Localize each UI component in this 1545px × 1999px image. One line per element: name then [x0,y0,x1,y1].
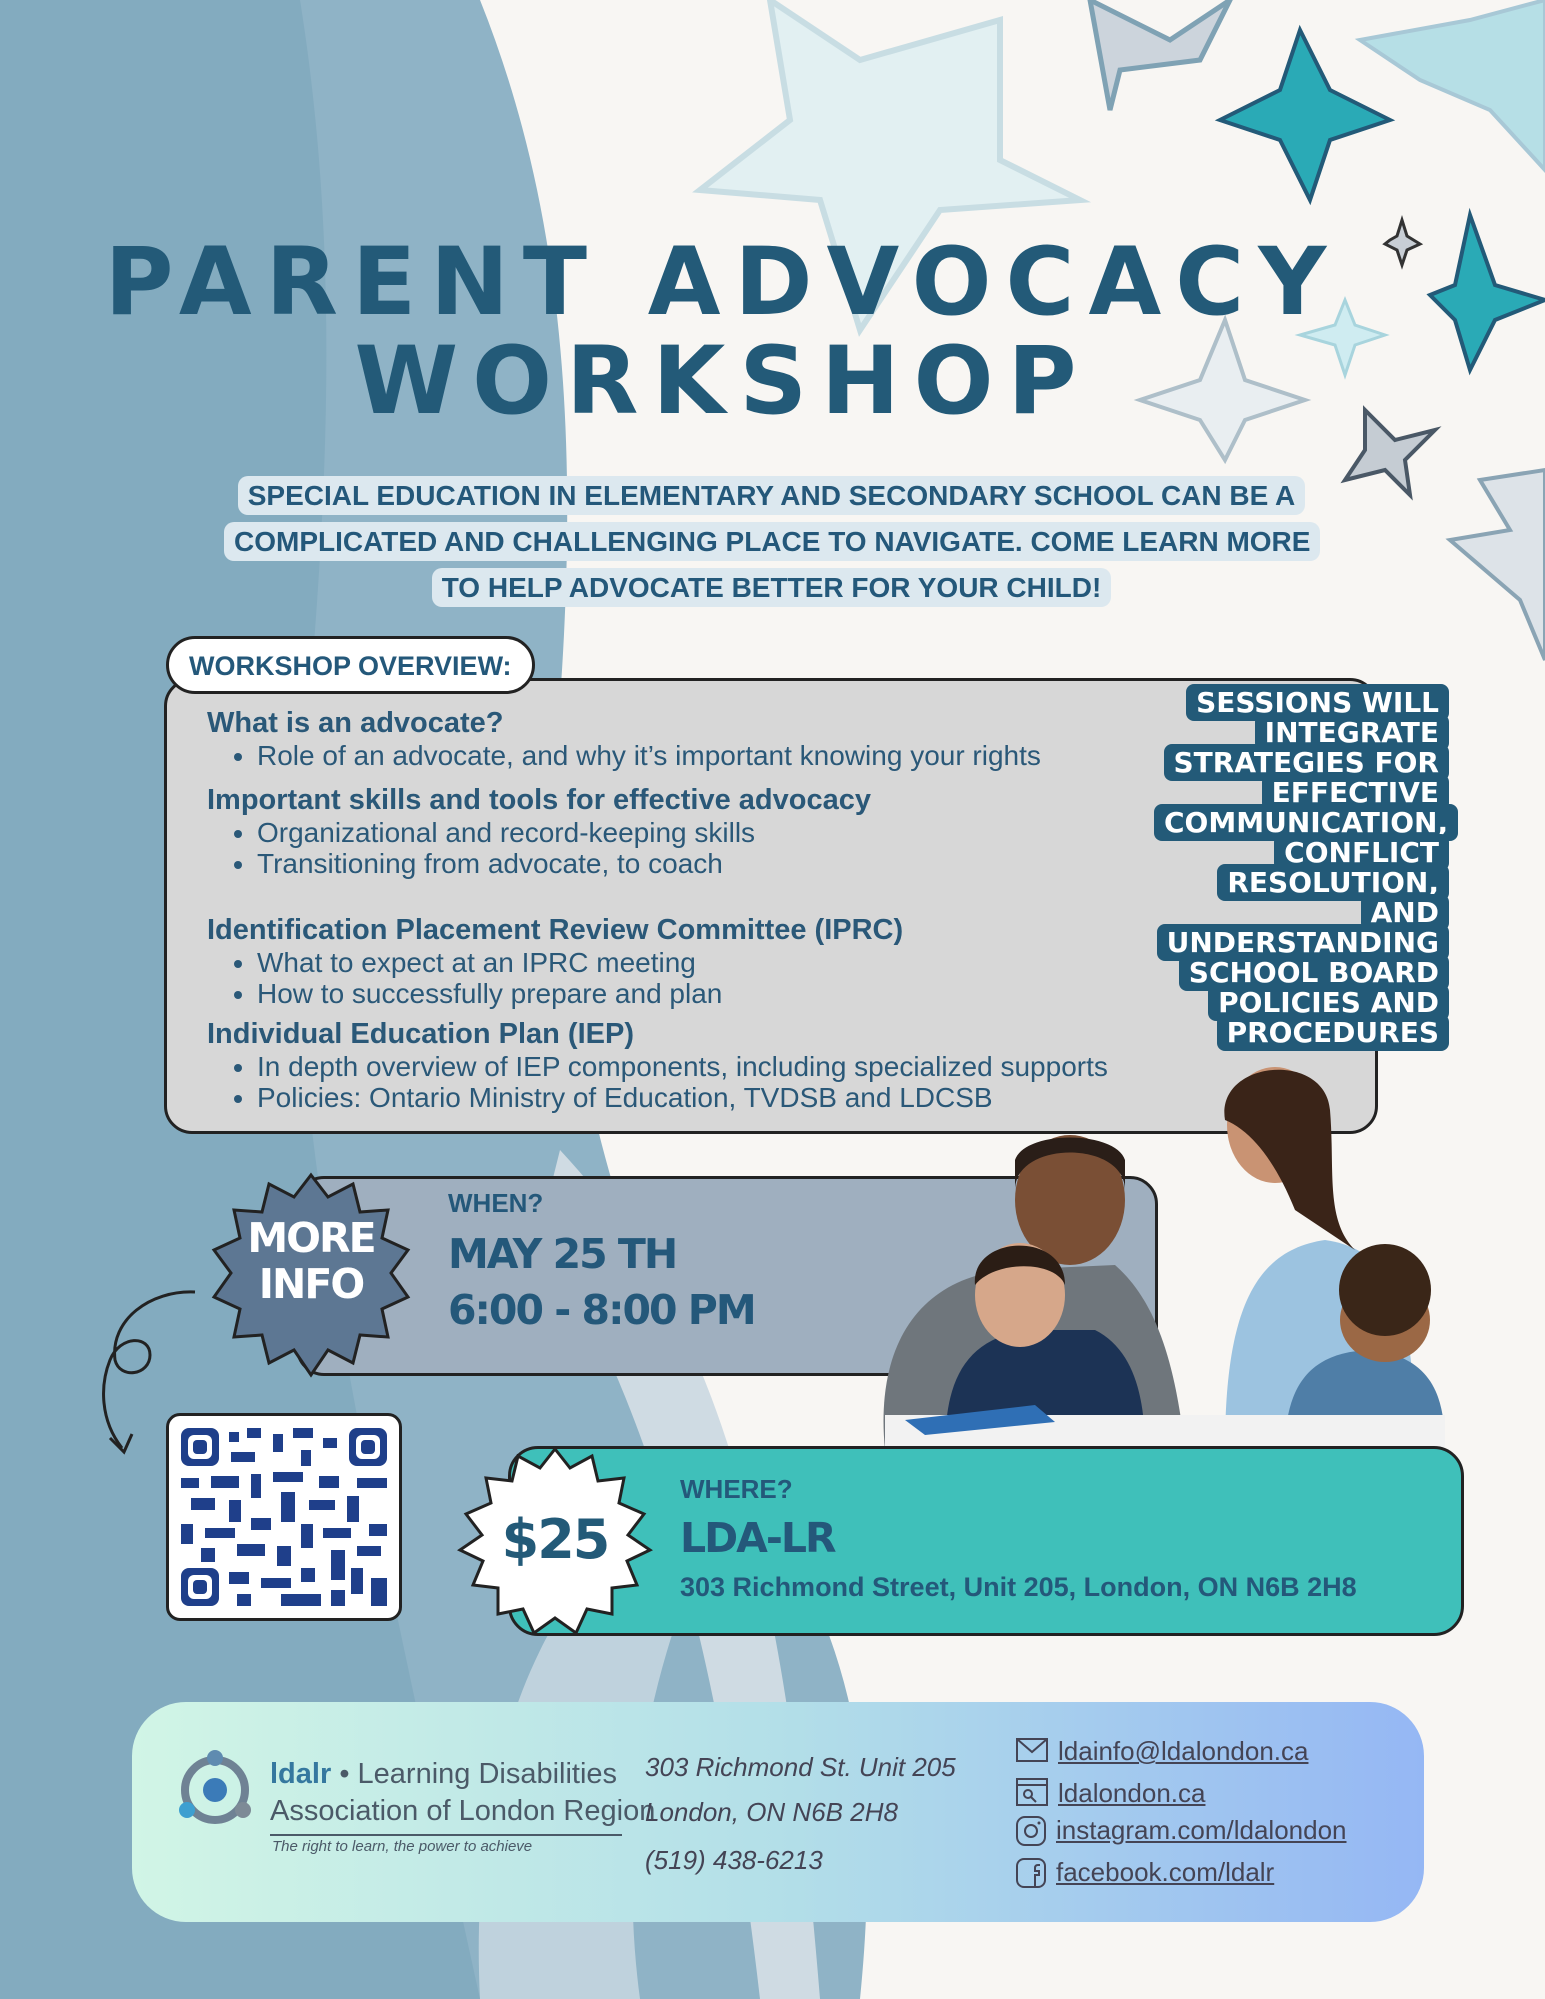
footer-address-line-2: London, ON N6B 2H8 [645,1797,898,1827]
price-value: $25 [501,1508,609,1571]
overview-item: • Policies: Ontario Ministry of Education, TVDSB and LDCSB [257,1082,1267,1113]
qr-code-pattern [181,1428,387,1606]
email-icon [1016,1738,1048,1762]
overview-item: • Role of an advocate, and why it’s important knowing your rights [257,740,1207,771]
logo-name-line-1: Learning Disabilities [357,1758,618,1790]
sessions-note [1154,688,1449,1048]
facebook-link[interactable]: facebook.com/ldalr [1056,1857,1275,1887]
title-line-2: WORKSHOP [354,327,1091,436]
logo-divider [270,1834,622,1836]
intro-text-block [224,473,1319,611]
overview-heading: Identification Placement Review Committee (IPRC) [207,914,904,946]
logo-name-line-2: Association of London Region [270,1795,656,1827]
overview-heading: Individual Education Plan (IEP) [207,1018,634,1050]
overview-list [207,740,1207,771]
website-icon [1016,1778,1048,1806]
more-info-label [208,1215,414,1307]
facebook-icon [1016,1858,1046,1888]
when-label: WHEN? [448,1188,544,1218]
overview-label: WORKSHOP OVERVIEW: [166,636,535,694]
instagram-icon [1016,1816,1046,1846]
when-time: 6:00 - 8:00 PM [448,1286,755,1334]
footer-address-line-1: 303 Richmond St. Unit 205 [645,1752,956,1782]
website-link[interactable]: ldalondon.ca [1058,1778,1206,1808]
more-info-line-2: INFO [258,1260,364,1308]
where-name: LDA-LR [680,1514,835,1562]
logo-short-name: ldalr [270,1758,332,1790]
overview-heading: What is an advocate? [207,707,504,739]
when-date: MAY 25 TH [448,1230,677,1278]
ldalr-logo-icon [175,1748,255,1830]
overview-item: • Transitioning from advocate, to coach [257,848,1207,879]
footer-phone: (519) 438-6213 [645,1845,823,1875]
overview-item: • Organizational and record-keeping skills [257,817,1207,848]
title-line-1: PARENT ADVOCACY [104,228,1341,337]
family-photo [855,1050,1445,1450]
overview-list [207,947,1207,1009]
email-link[interactable]: ldainfo@ldalondon.ca [1058,1736,1309,1766]
overview-item: • How to successfully prepare and plan [257,978,1207,1009]
qr-code[interactable] [166,1413,402,1621]
overview-item: • In depth overview of IEP components, including specialized supports [257,1051,1267,1082]
logo-tagline: The right to learn, the power to achieve [272,1838,533,1855]
overview-list [207,817,1207,879]
intro-text: SPECIAL EDUCATION IN ELEMENTARY AND SECONDARY SCHOOL CAN BE A COMPLICATED AND CHALLENGING PLACE TO NAVIGATE. COME LEARN MORE TO HELP ADVOCATE BETTER FOR YOUR CHILD! [224,476,1320,607]
where-label: WHERE? [680,1474,793,1504]
sessions-note-text: SESSIONS WILL INTEGRATE STRATEGIES FOR EFFECTIVE COMMUNICATION, CONFLICT RESOLUTION, AND UNDERSTANDING SCHOOL BOARD POLICIES AND PROCEDURES [1154,684,1458,1051]
overview-item: • What to expect at an IPRC meeting [257,947,1207,978]
where-address: 303 Richmond Street, Unit 205, London, ON N6B 2H8 [680,1572,1357,1602]
logo-line-1 [270,1758,617,1791]
logo-dot: • [339,1758,350,1790]
more-info-line-1: MORE [247,1214,375,1262]
instagram-link[interactable]: instagram.com/ldalondon [1056,1815,1347,1845]
overview-heading: Important skills and tools for effective advocacy [207,784,871,816]
